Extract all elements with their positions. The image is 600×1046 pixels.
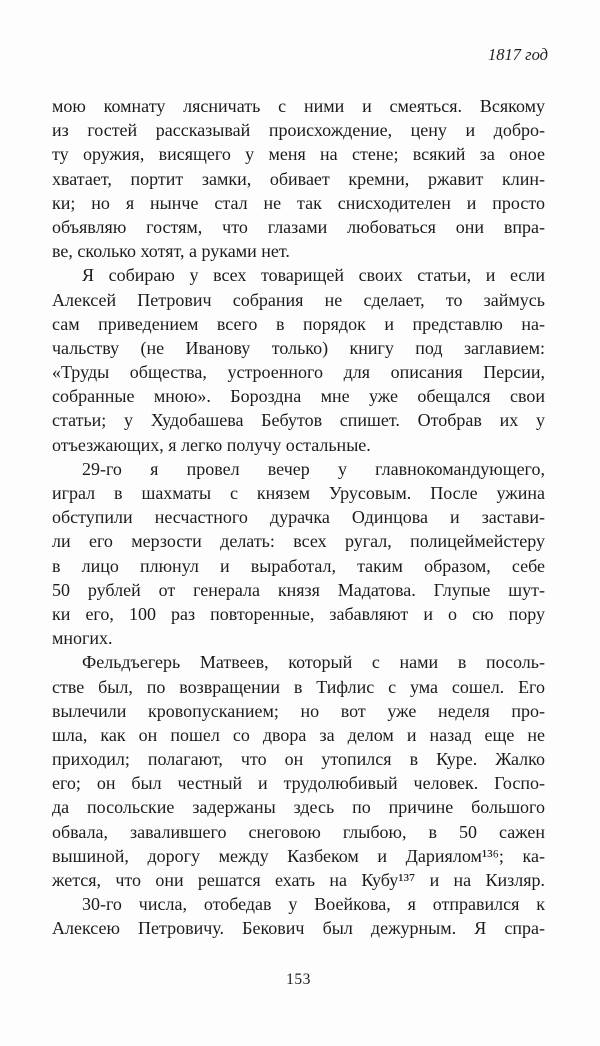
text-line: статьи; у Худобашева Бебутов спишет. Отобрав их у [52,410,545,431]
text-line: да посольские задержаны здесь по причине большого [52,797,545,818]
text-line: сам приведением всего в порядок и представлю на- [52,313,545,334]
text-line: Алексей Петрович собрания не сделает, то займусь [52,289,545,310]
running-header: 1817 год [488,45,548,64]
text-line: в лицо плюнул и выработал, таким образом, себе [52,555,545,576]
text-line: отъезжающих, я легко получу остальные. [52,434,371,455]
paragraph [52,457,545,651]
text-line: жется, что они решатся ехать на Кубу¹³⁷ и на Кизляр. [52,870,545,890]
text-line: стве был, по возвращении в Тифлис с ума сошел. Его [52,676,545,697]
body-text [52,94,545,941]
text-line: 50 рублей от генерала князя Мадатова. Глупые шут- [52,579,545,600]
text-line: 29-го я провел вечер у главнокомандующего, [82,458,545,479]
text-line: чальству (не Иванову только) книгу под заглавием: [52,337,545,358]
text-line: Я собираю у всех товарищей своих статьи, и если [82,265,545,286]
text-line: 30-го числа, отобедав у Воейкова, я отправился к [82,894,545,915]
text-line: обвала, завалившего снеговою глыбою, в 50 сажен [52,821,545,842]
text-line: из гостей рассказывай происхождение, цену и добро- [52,120,545,141]
text-line: обступили несчастного дурачка Одинцова и застави- [52,507,545,528]
text-line: приходил; полагают, что он утопился в Куре. Жалко [52,749,545,770]
text-line: мою комнату лясничать с ними и смеяться. Всякому [52,96,545,116]
paragraph [52,650,545,892]
text-line: Алексею Петровичу. Бекович был дежурным. Я спра- [52,918,545,939]
text-line: ки; но я нынче стал не так снисходителен и просто [52,192,545,213]
text-line: ту оружия, висящего у меня на стене; всякий за оное [52,144,545,165]
text-line: собранные мною». Бороздна мне уже обещался свои [52,386,545,407]
text-line: объявляю гостям, что глазами любоваться они впра- [52,216,545,237]
text-line: ки его, 100 раз повторенные, забавляют и о сю пору [52,603,545,624]
paragraph [52,892,545,940]
text-line: шла, как он пошел со двора за делом и назад еще не [52,724,545,745]
text-line: его; он был честный и трудолюбивый человек. Госпо- [52,773,545,794]
text-line: вылечили кровопусканием; но вот уже неделя про- [52,700,545,721]
text-line: ли его мерзости делать: всех ругал, полицеймейстеру [52,531,545,552]
text-line: хватает, портит замки, обивает кремни, ржавит клин- [52,168,545,189]
text-line: многих. [52,628,113,649]
paragraph [52,94,545,263]
page-number: 153 [286,971,311,988]
text-line: «Труды общества, устроенного для описания Персии, [52,362,545,383]
text-line: Фельдъегерь Матвеев, который с нами в посоль- [82,652,545,673]
paragraph [52,263,545,457]
text-line: вышиной, дорогу между Казбеком и Дариялом¹³⁶; ка- [52,845,545,866]
text-line: играл в шахматы с князем Урусовым. После ужина [52,483,545,503]
text-line: ве, сколько хотят, а руками нет. [52,241,290,262]
